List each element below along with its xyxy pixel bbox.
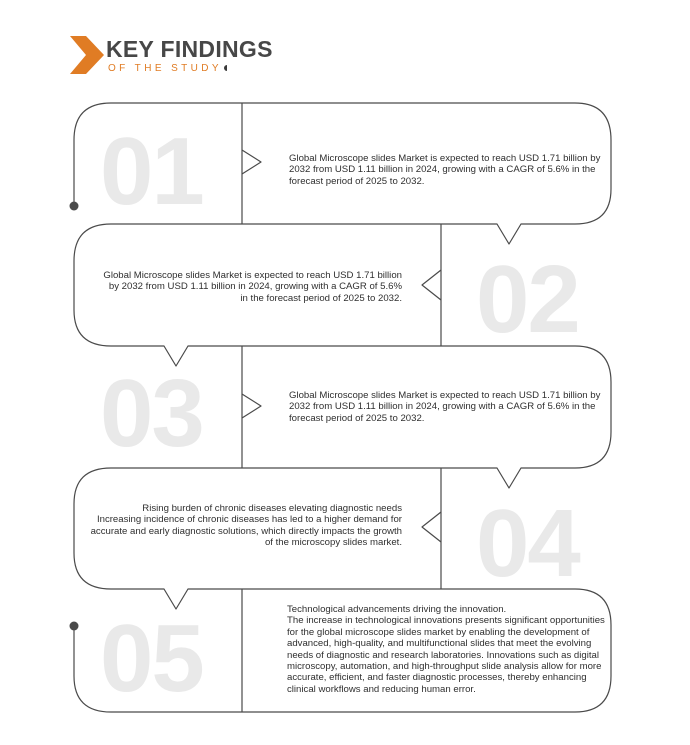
finding-text-04	[86, 503, 402, 549]
finding-paragraph: Global Microscope slides Market is expected to reach USD 1.71 billion by 2032 from USD 1.11 billion in 2024, growing with a CAGR of 5.6% in the forecast period of 2025 to 2032.	[103, 270, 402, 304]
finding-text-02	[100, 270, 402, 304]
page-title: KEY FINDINGS	[106, 36, 273, 62]
finding-paragraph: Global Microscope slides Market is expected to reach USD 1.71 billion by 2032 from USD 1.11 billion in 2024, growing with a CAGR of 5.6% in the forecast period of 2025 to 2032.	[289, 390, 601, 424]
end-dot-icon	[70, 622, 79, 631]
start-dot-icon	[70, 202, 79, 211]
finding-heading: Technological advancements driving the innovation.	[287, 604, 507, 615]
finding-paragraph: Increasing incidence of chronic diseases has led to a higher demand for accurate and early diagnostic solutions, which directly impacts the growth of the microscopy slides market.	[90, 514, 402, 549]
finding-number-04: 04	[476, 490, 579, 597]
finding-number-01: 01	[100, 118, 203, 225]
finding-number-02: 02	[476, 246, 579, 353]
finding-heading: Rising burden of chronic diseases elevating diagnostic needs	[142, 503, 402, 514]
subtitle-text: OF THE STUDY	[108, 63, 222, 74]
finding-text-01	[289, 153, 605, 187]
finding-paragraph: The increase in technological innovations presents significant opportunities for the global microscope slides market by enabling the development of advanced, high-quality, and multifunctional slides that meet the evolving needs of diagnostic and research laboratories. Innovations such as digital microscopy, automation, and high-throughput slide analysis allow for more accurate, efficient, and faster diagnostic processes, thereby enhancing clinical workflows and reducing human error.	[287, 615, 605, 695]
finding-number-03: 03	[100, 360, 203, 467]
finding-number-05: 05	[100, 605, 203, 712]
finding-text-05	[287, 604, 605, 695]
finding-paragraph: Global Microscope slides Market is expected to reach USD 1.71 billion by 2032 from USD 1.11 billion in 2024, growing with a CAGR of 5.6% in the forecast period of 2025 to 2032.	[289, 153, 601, 187]
finding-text-03	[289, 390, 605, 424]
